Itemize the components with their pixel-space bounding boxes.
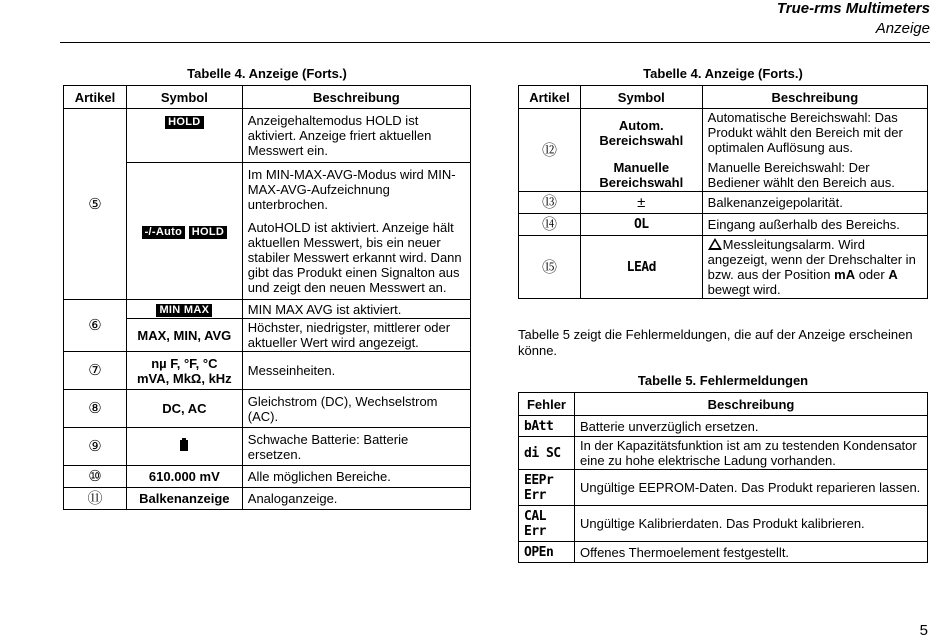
- symbol-cell: [126, 428, 242, 466]
- table-row: [64, 390, 471, 428]
- table-row: [519, 470, 928, 506]
- autohold-glyph: -/-: [144, 226, 156, 238]
- error-messages-table: [518, 392, 928, 563]
- table-row: [519, 156, 928, 192]
- battery-icon: [180, 440, 188, 451]
- item-number: ⑩: [64, 466, 127, 488]
- units-line-1: nµ F, °F, °C: [151, 355, 218, 371]
- table-row: [519, 416, 928, 437]
- table-row: [519, 506, 928, 542]
- symbol-cell: Balkenanzeige: [126, 488, 242, 510]
- symbol-cell: [126, 300, 242, 319]
- left-table-caption: Tabelle 4. Anzeige (Forts.): [187, 66, 347, 81]
- col-artikel: Artikel: [519, 86, 581, 109]
- table-row: [519, 542, 928, 563]
- autohold-symbol: [142, 226, 186, 239]
- item-number: ⑮: [519, 236, 581, 299]
- description-cell: Eingang außerhalb des Bereichs.: [702, 214, 927, 236]
- col-fehler: Fehler: [519, 393, 575, 416]
- description-cell: MIN MAX AVG ist aktiviert.: [242, 300, 470, 319]
- error-code: OPEn: [519, 542, 575, 563]
- table-row: [64, 428, 471, 466]
- left-table-header: [64, 86, 471, 109]
- table-row: [519, 109, 928, 157]
- description-cell: Manuelle Bereichswahl: Der Bediener wählt den Bereich aus.: [702, 156, 927, 192]
- symbol-cell: ±: [580, 192, 702, 214]
- page-header-subtitle: Anzeige: [875, 20, 930, 37]
- units-line-2: mVA, MkΩ, kHz: [136, 370, 232, 386]
- item-number: ⑪: [64, 488, 127, 510]
- symbol-cell: LEAd: [580, 236, 702, 299]
- symbol-cell: Autom. Bereichswahl: [580, 109, 702, 157]
- error-description: Ungültige Kalibrierdaten. Das Produkt kalibrieren.: [574, 506, 927, 542]
- symbol-cell: Manuelle Bereichswahl: [580, 156, 702, 192]
- error-code: EEPr Err: [519, 470, 575, 506]
- col-symbol: Symbol: [580, 86, 702, 109]
- symbol-cell: DC, AC: [126, 390, 242, 428]
- page-header-title: True-rms Multimeters: [776, 0, 930, 17]
- symbol-cell: MAX, MIN, AVG: [126, 319, 242, 352]
- col-symbol: Symbol: [126, 86, 242, 109]
- error-code: bAtt: [519, 416, 575, 437]
- symbol-cell: 610.000 mV: [126, 466, 242, 488]
- warning-icon: [708, 238, 722, 250]
- col-artikel: Artikel: [64, 86, 127, 109]
- table-row: [64, 488, 471, 510]
- item-number: ⑦: [64, 352, 127, 390]
- description-cell: Im MIN-MAX-AVG-Modus wird MIN-MAX-AVG-Aufzeichnung unterbrochen.: [242, 163, 470, 217]
- error-description: Offenes Thermoelement festgestellt.: [574, 542, 927, 563]
- error-code: CAL Err: [519, 506, 575, 542]
- symbol-cell: OL: [580, 214, 702, 236]
- symbol-cell: [126, 109, 242, 163]
- error-description: Batterie unverzüglich ersetzen.: [574, 416, 927, 437]
- autohold-auto-label: Auto: [155, 226, 183, 238]
- table-row: [519, 437, 928, 470]
- description-cell: Alle möglichen Bereiche.: [242, 466, 470, 488]
- item-number: ⑤: [64, 109, 127, 300]
- table-row: [64, 352, 471, 390]
- table-row: [519, 192, 928, 214]
- col-beschreibung: Beschreibung: [702, 86, 927, 109]
- error-code: di SC: [519, 437, 575, 470]
- table-row: [519, 214, 928, 236]
- minmax-symbol: MIN MAX: [156, 304, 212, 317]
- item-number: ⑥: [64, 300, 127, 352]
- header-rule: [60, 42, 930, 43]
- hold-symbol: HOLD: [189, 226, 227, 239]
- description-cell: Gleichstrom (DC), Wechselstrom (AC).: [242, 390, 470, 428]
- page-number: 5: [919, 622, 928, 639]
- error-table-header: [519, 393, 928, 416]
- left-display-table: [63, 85, 471, 510]
- col-beschreibung: Beschreibung: [574, 393, 927, 416]
- description-cell: Balkenanzeigepolarität.: [702, 192, 927, 214]
- description-cell: Messleitungsalarm. Wird angezeigt, wenn der Drehschalter in bzw. aus der Position mA oder A bewegt wird.: [702, 236, 927, 299]
- item-number: ⑫: [519, 109, 581, 192]
- error-description: Ungültige EEPROM-Daten. Das Produkt reparieren lassen.: [574, 470, 927, 506]
- description-cell: Automatische Bereichswahl: Das Produkt wählt den Bereich mit der optimalen Auflösung aus.: [702, 109, 927, 157]
- error-description: In der Kapazitätsfunktion ist am zu testenden Kondensator eine zu hohe elektrische Ladung vorhanden.: [574, 437, 927, 470]
- right-display-table: [518, 85, 928, 299]
- body-paragraph: Tabelle 5 zeigt die Fehlermeldungen, die auf der Anzeige erscheinen könne.: [518, 327, 913, 358]
- symbol-cell: [126, 352, 242, 390]
- error-table-caption: Tabelle 5. Fehlermeldungen: [637, 373, 809, 388]
- item-number: ⑨: [64, 428, 127, 466]
- description-cell: Anzeigehaltemodus HOLD ist aktiviert. Anzeige friert aktuellen Messwert ein.: [242, 109, 470, 163]
- description-cell: Analoganzeige.: [242, 488, 470, 510]
- item-number: ⑧: [64, 390, 127, 428]
- table-row: [64, 300, 471, 319]
- table-row: [519, 236, 928, 299]
- right-table-caption: Tabelle 4. Anzeige (Forts.): [643, 66, 803, 81]
- description-cell: AutoHOLD ist aktiviert. Anzeige hält aktuellen Messwert, bis ein neuer stabiler Messwert erkannt wird. Dann gibt das Produkt einen Signalton aus und zeigt den neuen Messwert an.: [242, 216, 470, 300]
- table-row: [64, 109, 471, 163]
- table-row: [64, 466, 471, 488]
- right-table-header: [519, 86, 928, 109]
- description-cell: Schwache Batterie: Batterie ersetzen.: [242, 428, 470, 466]
- col-beschreibung: Beschreibung: [242, 86, 470, 109]
- item-number: ⑬: [519, 192, 581, 214]
- item-number: ⑭: [519, 214, 581, 236]
- hold-symbol: HOLD: [165, 116, 203, 129]
- description-cell: Messeinheiten.: [242, 352, 470, 390]
- symbol-cell: [126, 163, 242, 300]
- description-cell: Höchster, niedrigster, mittlerer oder aktueller Wert wird angezeigt.: [242, 319, 470, 352]
